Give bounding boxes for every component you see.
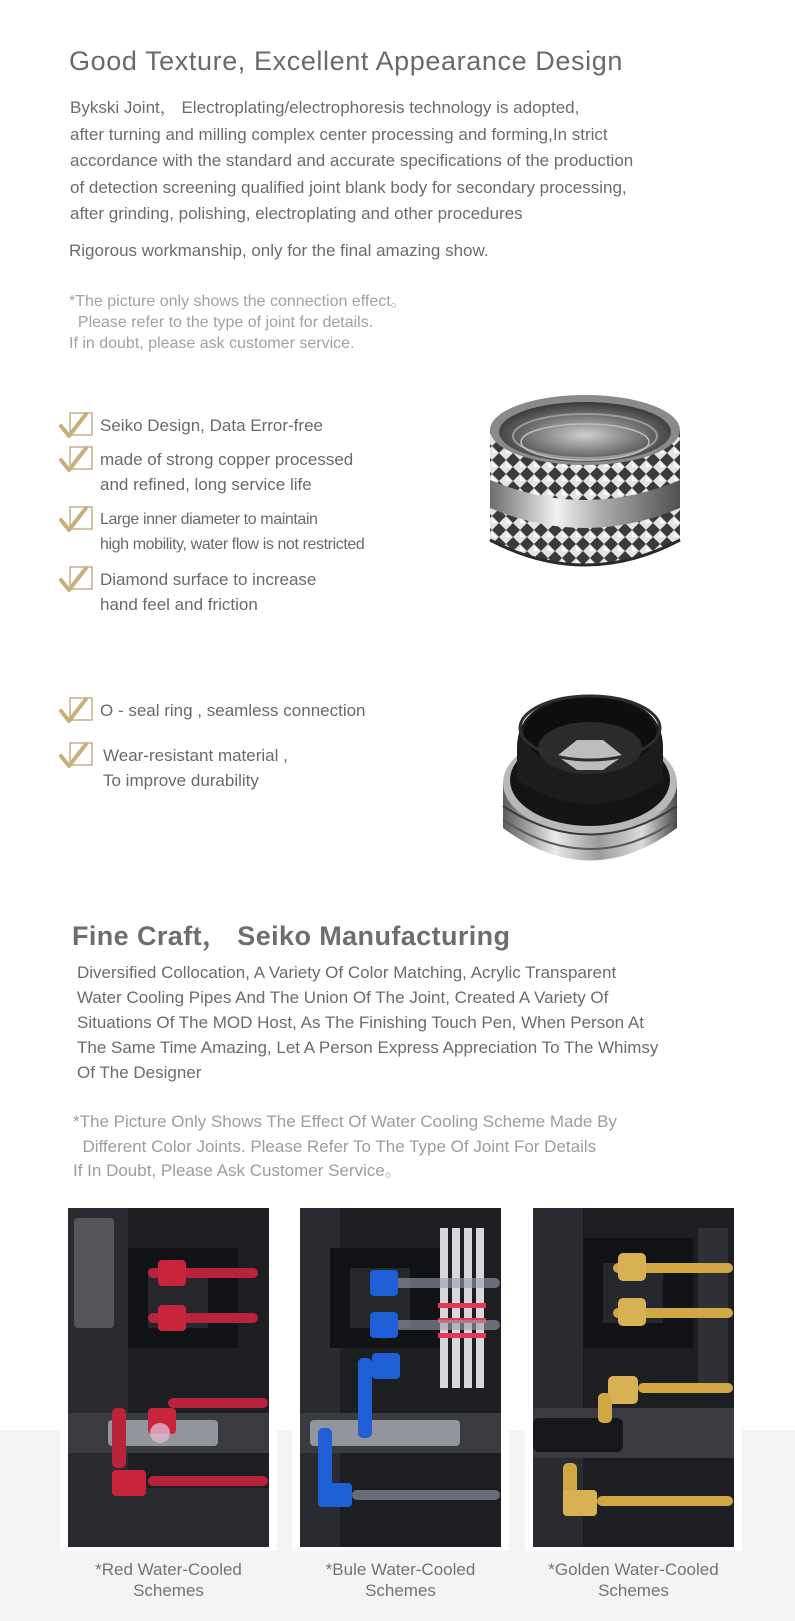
note-line: If In Doubt, Please Ask Customer Service。 [73, 1161, 402, 1180]
feature-text [100, 413, 323, 438]
golden-scheme-caption [533, 1559, 734, 1601]
check-box-icon [58, 696, 96, 726]
feature-line: made of strong copper processed [100, 450, 354, 469]
check-box-icon [58, 565, 96, 595]
feature-line: hand feel and friction [100, 595, 258, 614]
intro-paragraph [70, 95, 770, 228]
note-line: *The Picture Only Shows The Effect Of Water Cooling Scheme Made By [73, 1112, 617, 1131]
caption-line: *Bule Water-Cooled [325, 1560, 476, 1579]
feature-line: O - seal ring , seamless connection [100, 701, 366, 720]
o-ring-seal-image [495, 688, 685, 883]
feature-text [100, 698, 366, 723]
note-line: Different Color Joints. Please Refer To The Type Of Joint For Details [73, 1136, 597, 1156]
golden-scheme-photo [533, 1208, 734, 1547]
caption-line: Schemes [365, 1581, 436, 1600]
craft-line: The Same Time Amazing, Let A Person Express Appreciation To The Whimsy [77, 1038, 659, 1057]
intro-line: Bykski Joint， Electroplating/electrophoresis technology is adopted, [70, 98, 580, 117]
craft-line: Of The Designer [77, 1063, 202, 1082]
check-box-icon [58, 741, 96, 771]
craft-line: Diversified Collocation, A Variety Of Color Matching, Acrylic Transparent [77, 963, 617, 982]
rigorous-statement: Rigorous workmanship, only for the final amazing show. [69, 241, 489, 260]
caption-line: Schemes [133, 1581, 204, 1600]
feature-text [100, 447, 353, 497]
intro-line: accordance with the standard and accurate specifications of the production [70, 151, 634, 170]
check-box-icon [58, 505, 96, 535]
blue-scheme-photo [300, 1208, 501, 1547]
intro-line: after turning and milling complex center processing and forming,In strict [70, 124, 608, 144]
feature-text [100, 507, 364, 557]
caption-line: *Red Water-Cooled [95, 1560, 242, 1579]
note-line: Please refer to the type of joint for details. [69, 314, 374, 331]
blue-scheme-caption [300, 1559, 501, 1601]
caption-line: Schemes [598, 1581, 669, 1600]
golden-pc-build-image [533, 1208, 734, 1547]
note-line: *The picture only shows the connection effect。 [69, 293, 407, 310]
feature-text [103, 743, 288, 793]
check-box-icon [58, 445, 96, 475]
craft-line: Situations Of The MOD Host, As The Finishing Touch Pen, When Person At [77, 1013, 644, 1032]
caption-line: *Golden Water-Cooled [548, 1560, 719, 1579]
intro-line: of detection screening qualified joint blank body for secondary processing, [70, 177, 627, 197]
intro-line: after grinding, polishing, electroplating and other procedures [70, 204, 523, 223]
craft-line: Water Cooling Pipes And The Union Of The Joint, Created A Variety Of [77, 988, 609, 1007]
note-line: If in doubt, please ask customer service. [69, 335, 355, 352]
scheme-note [73, 1110, 617, 1184]
feature-text [100, 567, 316, 617]
red-scheme-caption [68, 1559, 269, 1601]
feature-line: and refined, long service life [100, 475, 312, 494]
red-scheme-photo [68, 1208, 269, 1547]
feature-line: Diamond surface to increase [100, 570, 317, 589]
feature-line: Seiko Design, Data Error-free [100, 416, 323, 435]
feature-line: Large inner diameter to maintain [100, 511, 318, 528]
section-title-craft: Fine Craft， Seiko Manufacturing [72, 921, 511, 951]
section-title-appearance: Good Texture, Excellent Appearance Design [69, 46, 623, 76]
connection-note [69, 291, 407, 354]
blue-pc-build-image [300, 1208, 501, 1547]
check-box-icon [58, 411, 96, 441]
feature-line: To improve durability [103, 771, 259, 790]
red-pc-build-image [68, 1208, 269, 1547]
feature-line: high mobility, water flow is not restricted [100, 536, 365, 553]
feature-line: Wear-resistant material , [103, 746, 288, 765]
craft-paragraph [77, 960, 777, 1085]
knurled-ring-image [485, 390, 685, 590]
